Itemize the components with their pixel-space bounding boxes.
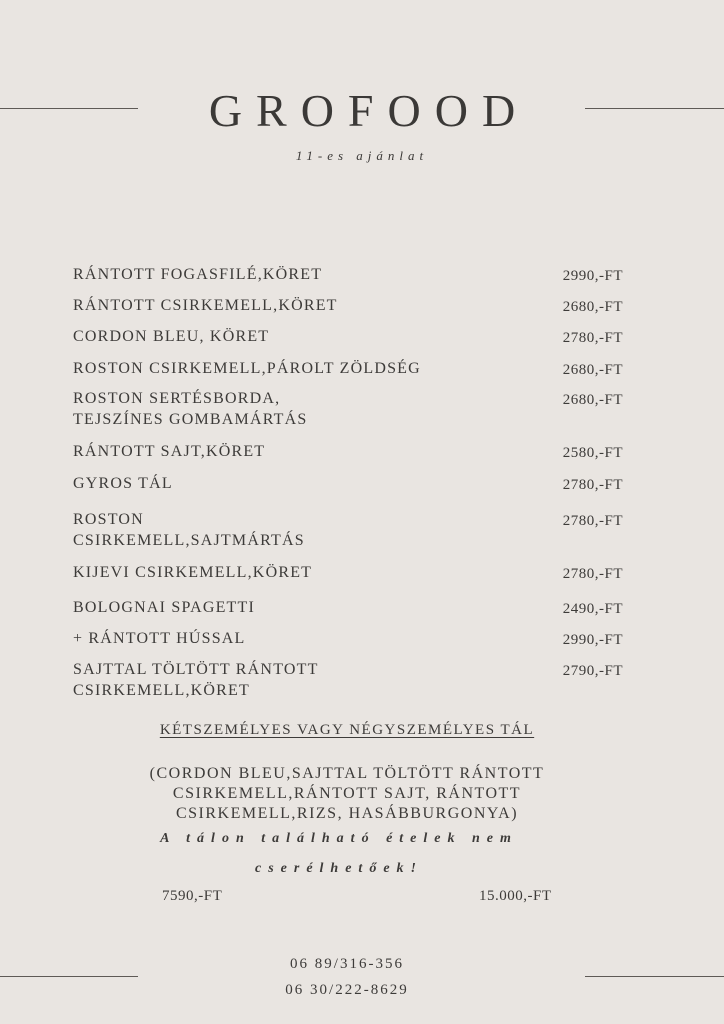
menu-item-price: 2990,-FT	[562, 632, 623, 648]
offer-subtitle: 11-es ajánlat	[295, 148, 429, 163]
platter-price-two-person: 7590,-FT	[162, 888, 223, 904]
menu-item-price: 2780,-FT	[562, 477, 623, 493]
menu-list	[73, 264, 623, 701]
platter-title: KÉTSZEMÉLYES VAGY NÉGYSZEMÉLYES TÁL	[159, 722, 535, 738]
platter-contents	[0, 764, 694, 824]
menu-item-price: 2580,-FT	[562, 445, 623, 461]
menu-item	[73, 264, 623, 285]
menu-item-name: KIJEVI CSIRKEMELL,KÖRET	[73, 564, 313, 581]
menu-item-price: 2780,-FT	[562, 330, 623, 346]
menu-item	[73, 562, 623, 583]
menu-item-name: RÁNTOTT SAJT,KÖRET	[73, 443, 266, 460]
platter-contents-line: CSIRKEMELL,RÁNTOTT SAJT, RÁNTOTT	[172, 785, 522, 802]
platter-contents-line: (CORDON BLEU,SAJTTAL TÖLTÖTT RÁNTOTT	[149, 765, 545, 782]
bottom-left-rule	[0, 976, 138, 977]
menu-item-name: SAJTTAL TÖLTÖTT RÁNTOTT CSIRKEMELL,KÖRET	[73, 661, 319, 699]
restaurant-title: GROFOOD	[208, 85, 530, 136]
bottom-right-rule	[585, 976, 724, 977]
menu-item-name: BOLOGNAI SPAGETTI	[73, 599, 256, 616]
menu-item	[73, 388, 623, 430]
menu-item-name: RÁNTOTT CSIRKEMELL,KÖRET	[73, 297, 338, 314]
menu-item	[73, 597, 623, 618]
menu-item	[73, 358, 623, 379]
platter-note-line: cserélhetőek!	[255, 861, 423, 876]
platter-note	[0, 824, 678, 884]
menu-item-price: 2780,-FT	[562, 513, 623, 529]
menu-item-name: CORDON BLEU, KÖRET	[73, 328, 270, 345]
menu-item-price: 2490,-FT	[562, 601, 623, 617]
menu-item-price: 2680,-FT	[562, 362, 623, 378]
platter-note-line: A tálon található ételek nem	[160, 831, 518, 846]
platter-contents-line: CSIRKEMELL,RIZS, HASÁBBURGONYA)	[175, 805, 519, 822]
phone-number-1: 06 89/316-356	[290, 956, 404, 972]
menu-item-name: + RÁNTOTT HÚSSAL	[73, 630, 246, 647]
menu-item	[73, 659, 623, 701]
menu-item-price: 2790,-FT	[562, 663, 623, 679]
menu-item	[73, 473, 623, 494]
platter-price-four-person: 15.000,-FT	[479, 888, 552, 904]
menu-item-name: RÁNTOTT FOGASFILÉ,KÖRET	[73, 266, 323, 283]
menu-item-name: ROSTON CSIRKEMELL,PÁROLT ZÖLDSÉG	[73, 360, 421, 377]
menu-item	[73, 628, 623, 649]
menu-item-price: 2680,-FT	[562, 392, 623, 408]
menu-item	[73, 509, 623, 551]
menu-item-price: 2990,-FT	[562, 268, 623, 284]
menu-item-name: ROSTON SERTÉSBORDA, TEJSZÍNES GOMBAMÁRTÁS	[73, 390, 308, 428]
phone-number-2: 06 30/222-8629	[285, 982, 409, 998]
menu-item-price: 2780,-FT	[562, 566, 623, 582]
menu-item-name: GYROS TÁL	[73, 475, 173, 492]
menu-item	[73, 326, 623, 347]
menu-item	[73, 295, 623, 316]
menu-item-name: ROSTON CSIRKEMELL,SAJTMÁRTÁS	[73, 511, 305, 549]
menu-item-price: 2680,-FT	[562, 299, 623, 315]
menu-item	[73, 441, 623, 462]
